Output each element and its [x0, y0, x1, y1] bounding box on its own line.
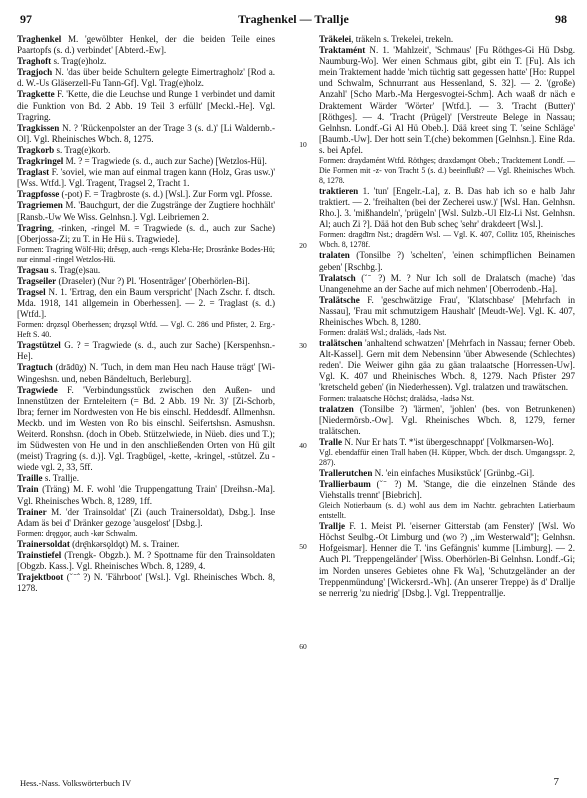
- headword: Tragkringel: [17, 156, 64, 167]
- entry-text: (drādūχ) N. 'Tuch, in dem man Heu nach Hause trägt' [Wi-Wingeshsn. und, neben Bändeltuch, Berleburg].: [17, 362, 275, 384]
- entry-text: Formen: Tragring Wölf-Hü; drěsęp, auch -rengs Kleba-He; Drosrånke Bodes-Hü; nur einmal -ringel Wetzlos-Hü.: [17, 244, 275, 264]
- entry-text: F. 'Kette, die die Leuchse und Runge 1 verbindet und damit die Funktion von Bd. 2 Abb. 19 Teil 3 erfüllt' [Meckl.-He]. Vgl. Tragring.: [17, 89, 275, 122]
- headword: Tralatsch: [319, 272, 356, 283]
- headword: Tralätsche: [319, 294, 360, 305]
- entry-text: (-pot) F. = Tragbroste (s. d.) [Wsl.]. Zur Form vgl. Pfosse.: [59, 189, 273, 200]
- headword: Tragpfosse: [17, 189, 60, 200]
- page-footer: [20, 778, 567, 790]
- entry-text: F. 'Verbindungsstück zwischen den Außen- und Innenstützen der Ernteleitern (= Bd. 2 Abb. 19 Nr. 3)' [Zi-Schorb, Ibra; ferner im Nordwesten von He bis einschl. Heddesdf. Allmenhsn. Meckb. und im Westen von Ro bis einschl. Seifertshsn. Asmushsn. Weiterd. Ronshsn. (doch in Obeb. Stützelwiede, in Nüeb. dies und T.); im Südwesten von He und in den anschließenden Orten von Hü gilt (meist) Tragring (s. d.)]. Vgl. Tragbügel, -kette, -kringel, -stützel. Zu -wiede vgl. 2, 33, 5ff.: [17, 384, 275, 473]
- entry-text: N. 1. 'Ertrag, den ein Baum verspricht' [Nach Zschr. f. dtsch. Mda. 1918, 141 allgemein in Oberhessen]. — 2. = Traglast (s. d.) [Wtfd.].: [17, 286, 275, 320]
- headword: Trajektboot: [17, 572, 64, 583]
- signature-mark: 7: [553, 776, 559, 788]
- headword: Tragkissen: [17, 122, 60, 133]
- entry-text: (drę̄nkərsǫldǫt) M. s. Trainer.: [69, 538, 180, 549]
- entry-text: s. Trallje.: [42, 473, 79, 484]
- headword: Tragkette: [17, 89, 55, 100]
- headword: tralatzen: [319, 403, 354, 414]
- entry-text: F. 'geschwätzige Frau', 'Klatschbase' [Mehrfach in Nassau], 'Frau mit schmutzigem Haushalt' [Meudt-We]. Vgl. K. 407, Rheinisches Wbch. 8, 1280.: [319, 294, 575, 327]
- book-title: Hess.-Nass. Volkswörterbuch IV: [20, 778, 132, 788]
- headword: Tragtuch: [17, 362, 53, 373]
- entry-text: s. Trag(e)sau.: [48, 264, 101, 275]
- entry-text: N. 'ein einfaches Musikstück' [Grünbg.-Gi].: [372, 467, 535, 478]
- headword: Tragsel: [17, 286, 46, 297]
- entry-text: Vgl. ebendaffür einen Trall haben (H. Küpper, Wbch. der dtsch. Umgangsspr. 2, 287).: [319, 447, 575, 467]
- headword: Tragring: [17, 222, 52, 233]
- entry-text: Gleich Notierbaum (s. d.) wohl aus dem im Nachtr. gebrachten Latierbaum entstellt.: [319, 501, 575, 521]
- entry-text: , -rinken, -ringel M. = Tragwiede (s. d., auch zur Sache) [Oberjossa-Zi; zu T. in He Hü s. Tragwiede].: [17, 222, 275, 244]
- line-number: 60: [299, 642, 307, 651]
- entry-text: s. Trag(e)korb.: [54, 144, 111, 155]
- entry-text: F. 'soviel, wie man auf einmal tragen kann (Holz, Gras usw.)' [Wss. Wtfd.]. Vgl. Tragent, Tragsel 2, Tracht 1.: [17, 167, 275, 189]
- headword: Traglast: [17, 167, 50, 178]
- headword: tralätschen: [319, 338, 363, 349]
- headword: Trainstiefel: [17, 549, 62, 560]
- entry-text: M. 'der Trainsoldat' [Zi (auch Trainersoldat), Dsbg.]. Inse Adam äs bei d' Dränker gezoge 'ausgelost' [Dsbg.].: [17, 506, 275, 528]
- headword: Tragwiede: [17, 384, 58, 395]
- headword: tralaten: [319, 250, 350, 261]
- headword: traktieren: [319, 186, 359, 197]
- headword: Tragriemen: [17, 200, 63, 211]
- headword: Träkelei: [319, 34, 352, 44]
- entry-text: (˘ ̄ ?) M. 'Stange, die die einzelnen Stände des Viehstalls trennt' [Biebrich].: [319, 479, 575, 501]
- entry-text: G. ? = Tragwiede (s. d., auch zur Sache) [Kerspenhsn.-He].: [17, 340, 275, 362]
- headword: Tragsau: [17, 264, 49, 275]
- entry-text: N. 1. 'Mahlzeit', 'Schmaus' [Fu Röthges-Gi Hü Dsbg. Naumburg-Wo]. Wer einen Schmaus gibt, gibt ein T. [Fu]. Als ich mein Traktement hadde 'mich tüchtig satt gegessen hatte' [Ho: Ruppel und Schwalm, Schnurrant aus Hessenland, S. 32]. — 2. '(große) Anzahl' [Scho Marb.-Ma Hergesvogtei-Schm]. Ach waaß dr näch e Draktement Wärder 'Wörter' [Wtfd.]. — 3. 'Tracht (Butter)' [Röthges]. — 4. 'Tracht (Prügel)' [Verstreute Belege in Nassau; Gelnhsn. Londf.-Gi Al Hü Obeb.]. Dää kreet sing T. 'seine Schläge' [Baumb.-Uw]. Der hott sein T.(che) bekommen [Gelnhsn.]. Eine Rda. s. bei Apfel.: [319, 45, 575, 155]
- headword: Train: [17, 484, 39, 495]
- entry-text: , träkeln s. Trekelei, trekeln.: [351, 34, 454, 44]
- entry-text: (Tonsilbe ?) 'schelten', 'einen schimpflichen Beinamen geben' [Rschbg.].: [319, 250, 575, 272]
- headword: Traille: [17, 473, 43, 484]
- headword: Tragstützel: [17, 340, 61, 351]
- entry-text: Formen: drǫzsǫl Oberhessen; drǫzsǫl Wtfd. — Vgl. C. 286 und Pfister, 2. Erg.-Heft S. 40.: [17, 320, 275, 340]
- headword: Tragjoch: [17, 67, 53, 78]
- entry-text: 'anhaltend schwatzen' [Mehrfach in Nassau; ferner Obeb. Alt-Kassel]. Gern mit dem Nebensinn 'über Abwesende (Schlechtes) reden'. Die Weiwer gihn gäa zu gäan tralaatsche [Horressen-Uw]. Vgl. K. 407 und Rheinisches Wbch. 8, 1279. Nach Pfister 297 'kretscheld geben' (in Niederhessen). Vgl. tralatzen und trawätschen.: [319, 338, 575, 393]
- entry-text: M. 'Bauchgurt, der die Zugstränge der Zugtiere hochhält' [Ransb.-Uw We Wiss. Gelnhsn.]. Vgl. Leibriemen 2.: [17, 200, 275, 222]
- entry-text: Formen: tralaatsche Höchst; dralädsǝ, -ladsǝ Nst.: [319, 393, 474, 403]
- headword: Trallerutchen: [319, 467, 373, 478]
- entry-text: Formen: draydǝmént Wtfd. Röthges; draxdǝmǫnt Obeb.; Tracktement Londf. — Die Formen mit -z- von Tracht 5 (s. d.) beeinflußt? — Vgl. Rheinisches Wbch. 8, 1278.: [319, 156, 575, 186]
- headword: Traktamént: [319, 45, 366, 56]
- entry-text: (˘ ̄ ?) M. ? Nur Ich soll de Dralatsch (mache) 'das Unangenehme an der Sache auf mich nehmen' [Oberrodenb.-Ha].: [319, 272, 575, 294]
- entry-text: (Draseler) (Nur ?) Pl. 'Hosenträger' [Oberhörlen-Bi].: [56, 275, 250, 286]
- entry-text: s. Trag(e)holz.: [51, 56, 107, 67]
- line-number: 40: [299, 441, 307, 450]
- headword: Trallierbaum: [319, 479, 371, 489]
- headword: Tragseiler: [17, 275, 57, 286]
- line-number: 20: [299, 241, 307, 250]
- entry-text: (˘ ̄ ̂ ?) N. 'Fährboot' [Wsl.]. Vgl. Rheinisches Wbch. 8, 1278.: [17, 572, 275, 594]
- entry-text: F. 1. Meist Pl. 'eiserner Gitterstab (am Fenster)' [Wsl. Wo Höchst Seulbg.-Ot Limburg und (wo ?) ,,im Westerwald'']; Gelnhsn. Hofgeismar]. Henner die T. 'ins Gefängnis' kumme [Limburg]. — 2. Auch Pl. 'Treppengeländer' [Wiss. Oberhörlen-Bi Gelnhsn. Londf.-Gi; im Norden unseres Gebietes ohne Fk Wa], 'Schutzgeländer an der Treppenmündung' [Wickersrd.-Wh]. (An unserer Treppe) äs d' Drallje se nerrerig 'zu niedrig' [Dsbg.]. Vgl. Treppentrallje.: [319, 521, 575, 598]
- entry-text: M. 'gewölbter Henkel, der die beiden Teile eines Paartopfs (s. d.) verbindet' [Abterd.-Ew].: [17, 34, 275, 56]
- headword: Tragkorb: [17, 144, 55, 155]
- entry-text: N. ? 'Rückenpolster an der Trage 3 (s. d.)' [Li Waldernb.-Ol]. Vgl. Rheinisches Wbch. 8, 1275.: [17, 122, 275, 144]
- entry-text: (Trengk- Obgzb.). M. ? Spottname für den Trainsoldaten [Obgzb. Kass.]. Vgl. Rheinisches Wbch. 8, 1289, 4.: [17, 549, 275, 572]
- entry-text: Formen: dragdīrn Nst.; dragdērn Wsl. — Vgl. K. 407, Collitz 105, Rheinisches Wbch. 8, 1278f.: [319, 230, 575, 250]
- headword: Trainersoldat: [17, 538, 70, 549]
- entry-text: Formen: dręgǫor, auch -kør Schwalm.: [17, 528, 138, 538]
- entry-text: N. 'das über beide Schultern gelegte Eimertragholz' [Rod a. d. W.-Us Gläserzell-Fu Tann-Gf]. Vgl. Trag(e)holz.: [17, 67, 275, 89]
- headword: Traghenkel: [17, 34, 62, 44]
- line-number: 10: [299, 140, 307, 149]
- running-title: Traghenkel — Trallje: [238, 12, 349, 26]
- entry-text: N. Nur Er hats T. *'ist übergeschnappt' [Volkmarsen-Wo].: [342, 436, 554, 447]
- page-number-right: 98: [555, 12, 567, 26]
- headword: Trainer: [17, 506, 47, 517]
- headword: Tralle: [319, 436, 343, 447]
- line-number: 50: [299, 542, 307, 551]
- headword: Trallje: [319, 521, 346, 532]
- line-number: 30: [299, 341, 307, 350]
- entry-text: (Träng) M. F. wohl 'die Truppengattung Train' [Dreihsn.-Ma]. Vgl. Rheinisches Wbch. 8, 1289, 1ff.: [17, 484, 275, 506]
- entry-text: 1. 'tun' [Engelr.-La], z. B. Das hab ich so e halb Jahr traktiert. — 2. 'freihalten (bei der Zecherei usw.)' [Wsl. Han. Gelnhsn. Rho.]. 3. 'mißhandeln', 'prügeln' [Wsl. Sulzb.-Ul Elz-Li Nst. Gelnhsn. Al; auch Zi ?]. Dää hot den Bub schec̱ 'sehr' drakdeert [Wsl.].: [319, 186, 575, 230]
- entry-text: (Tonsilbe ?) 'lärmen', 'johlen' (bes. von Betrunkenen) [Niedermörsb.-Ow]. Vgl. Rheinisches Wbch. 8, 1279, ferner tralätschen.: [319, 403, 575, 436]
- headword: Traghoft: [17, 56, 52, 67]
- entry-text: Formen: dralätš Wsl.; draläds, -lads Nst.: [319, 328, 447, 338]
- page-number-left: 97: [20, 12, 32, 26]
- entry-text: M. ? = Tragwiede (s. d., auch zur Sache) [Wetzlos-Hü].: [63, 156, 267, 167]
